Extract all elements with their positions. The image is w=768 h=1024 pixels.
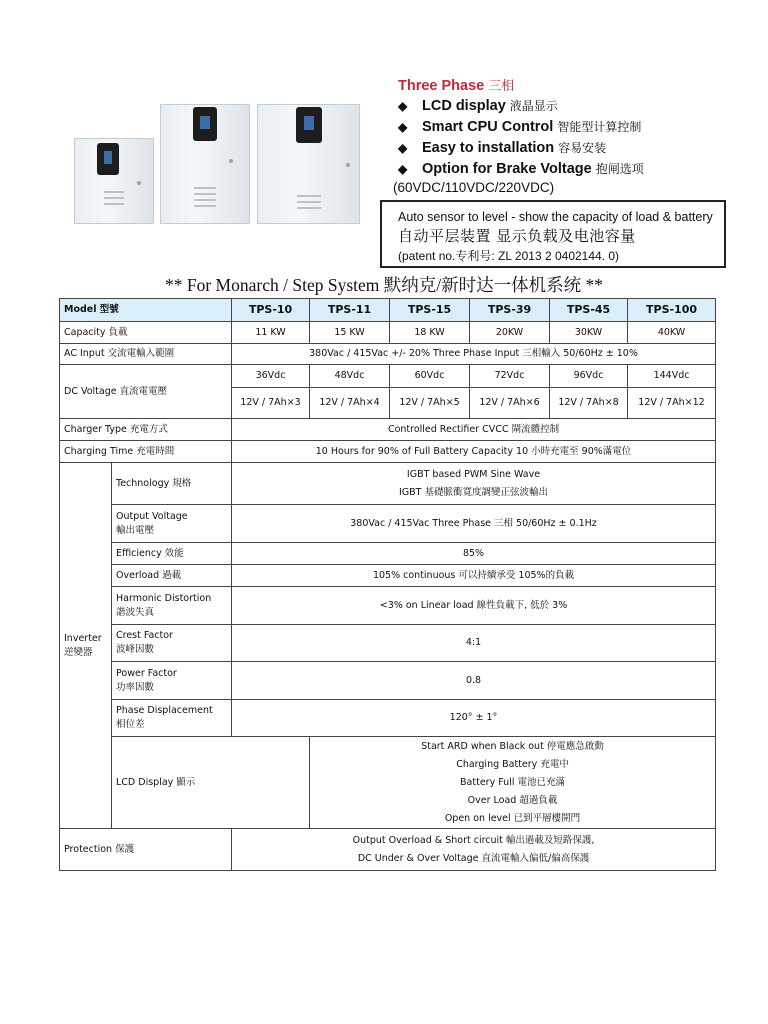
harmonic-value: <3% on Linear load 線性負載下, 低於 3% xyxy=(232,587,716,625)
capacity-cell: 18 KW xyxy=(390,322,470,344)
feature-cn: 智能型计算控制 xyxy=(557,120,642,134)
capacity-cell: 40KW xyxy=(628,322,716,344)
technology-line: IGBT based PWM Sine Wave xyxy=(406,468,541,480)
phase-label xyxy=(112,700,232,737)
feature-item xyxy=(398,159,644,180)
efficiency-value: 85% xyxy=(232,543,716,565)
auto-sensor-text: Auto sensor to level - show the capacity of load & battery xyxy=(398,210,713,224)
dc-voltage-cell: 48Vdc xyxy=(310,365,390,388)
charging-time-label: Charging Time 充電時間 xyxy=(60,441,232,463)
diamond-bullet-icon: ◆ xyxy=(398,141,408,155)
output-voltage-value: 380Vac / 415Vac Three Phase 三相 50/60Hz ± 0.1Hz xyxy=(232,505,716,543)
protection-line: DC Under & Over Voltage 直流電輸入偏低/偏高保護 xyxy=(357,852,590,864)
table-row xyxy=(60,737,716,829)
title-cn: 三相 xyxy=(488,79,515,94)
feature-item xyxy=(398,138,644,159)
overload-label: Overload 過載 xyxy=(112,565,232,587)
inverter-label xyxy=(60,463,112,829)
battery-cell: 12V / 7Ah×5 xyxy=(390,388,470,419)
output-voltage-label-en: Output Voltage xyxy=(116,510,188,522)
power-factor-label xyxy=(112,662,232,700)
battery-cell: 12V / 7Ah×3 xyxy=(232,388,310,419)
capacity-cell: 15 KW xyxy=(310,322,390,344)
protection-line: Output Overload & Short circuit 輸出過載及短路保護, xyxy=(352,834,595,846)
battery-cell: 12V / 7Ah×12 xyxy=(628,388,716,419)
overload-value: 105% continuous 可以持續承受 105%的負載 xyxy=(232,565,716,587)
table-row xyxy=(60,625,716,662)
feature-list xyxy=(398,76,644,180)
battery-cell: 12V / 7Ah×4 xyxy=(310,388,390,419)
lcd-item: Open on level 已到平層樓開門 xyxy=(444,812,581,824)
brake-voltages: (60VDC/110VDC/220VDC) xyxy=(393,180,555,195)
lcd-item: Battery Full 電池已充滿 xyxy=(460,776,565,788)
dc-voltage-cell: 36Vdc xyxy=(232,365,310,388)
harmonic-label xyxy=(112,587,232,625)
table-row xyxy=(60,344,716,365)
feature-cn: 容易安装 xyxy=(558,141,607,155)
lcd-value xyxy=(310,737,716,829)
crest-label-cn: 波峰因數 xyxy=(116,644,155,655)
protection-value xyxy=(232,829,716,871)
feature-en: Easy to installation xyxy=(422,140,555,156)
phase-label-en: Phase Displacement xyxy=(116,705,213,716)
output-voltage-label xyxy=(112,505,232,543)
table-row xyxy=(60,829,716,871)
feature-en: Option for Brake Voltage xyxy=(422,161,592,177)
table-row xyxy=(60,565,716,587)
capacity-label: Capacity 負載 xyxy=(60,322,232,344)
feature-item xyxy=(398,117,644,138)
dc-voltage-cell: 96Vdc xyxy=(550,365,628,388)
feature-item xyxy=(398,96,644,117)
table-row xyxy=(60,505,716,543)
inverter-label-en: Inverter xyxy=(64,632,102,644)
auto-sensor-text-cn: 自动平层装置 显示负载及电池容量 xyxy=(398,227,636,245)
table-row xyxy=(60,322,716,344)
phase-label-cn: 相位差 xyxy=(116,719,145,730)
power-factor-value: 0.8 xyxy=(232,662,716,700)
capacity-cell: 30KW xyxy=(550,322,628,344)
lcd-label: LCD Display 顯示 xyxy=(112,737,310,829)
title-en: Three Phase xyxy=(398,78,485,94)
model-cell: TPS-100 xyxy=(628,299,716,322)
power-factor-label-cn: 功率因數 xyxy=(116,681,155,693)
table-row xyxy=(60,463,716,505)
table-row xyxy=(60,587,716,625)
output-voltage-label-cn: 輸出電壓 xyxy=(116,524,155,536)
dc-voltage-cell: 60Vdc xyxy=(390,365,470,388)
cabinet-small xyxy=(74,138,154,224)
dc-voltage-label: DC Voltage 直流電電壓 xyxy=(60,365,232,419)
charging-time-value: 10 Hours for 90% of Full Battery Capacity 10 小時充電至 90%滿電位 xyxy=(232,441,716,463)
feature-en: LCD display xyxy=(422,98,506,114)
feature-cn: 液晶显示 xyxy=(509,99,558,113)
diamond-bullet-icon: ◆ xyxy=(398,162,408,176)
diamond-bullet-icon: ◆ xyxy=(398,120,408,134)
lcd-item: Over Load 超過負載 xyxy=(467,794,558,806)
charger-type-label: Charger Type 充電方式 xyxy=(60,419,232,441)
model-label: Model 型號 xyxy=(60,299,232,322)
capacity-cell: 11 KW xyxy=(232,322,310,344)
model-cell: TPS-39 xyxy=(470,299,550,322)
phase-value: 120° ± 1° xyxy=(232,700,716,737)
ac-input-value: 380Vac / 415Vac +/- 20% Three Phase Input 三相輸入 50/60Hz ± 10% xyxy=(232,344,716,365)
diamond-bullet-icon: ◆ xyxy=(398,99,408,113)
model-cell: TPS-10 xyxy=(232,299,310,322)
power-factor-label-en: Power Factor xyxy=(116,667,177,679)
charger-type-value: Controlled Rectifier CVCC 閘流體控制 xyxy=(232,419,716,441)
technology-label: Technology 規格 xyxy=(112,463,232,505)
patent-number: (patent no.专利号: ZL 2013 2 0402144. 0) xyxy=(398,249,620,263)
auto-sensor-box xyxy=(380,200,726,268)
harmonic-label-en: Harmonic Distortion xyxy=(116,592,212,604)
product-title xyxy=(398,76,644,96)
protection-label: Protection 保護 xyxy=(60,829,232,871)
table-row xyxy=(60,662,716,700)
feature-en: Smart CPU Control xyxy=(422,119,554,135)
table-row xyxy=(60,365,716,388)
technology-line: IGBT 基礎脈衝寬度調變正弦波輸出 xyxy=(399,486,549,498)
dc-voltage-cell: 144Vdc xyxy=(628,365,716,388)
table-row xyxy=(60,419,716,441)
battery-cell: 12V / 7Ah×6 xyxy=(470,388,550,419)
crest-label xyxy=(112,625,232,662)
model-cell: TPS-45 xyxy=(550,299,628,322)
lcd-item: Charging Battery 充電中 xyxy=(456,758,569,770)
cabinet-large xyxy=(257,104,360,224)
spec-table xyxy=(59,298,716,871)
lcd-item: Start ARD when Black out 停電應急啟動 xyxy=(421,740,604,752)
model-cell: TPS-15 xyxy=(390,299,470,322)
capacity-cell: 20KW xyxy=(470,322,550,344)
efficiency-label: Efficiency 效能 xyxy=(112,543,232,565)
dc-voltage-cell: 72Vdc xyxy=(470,365,550,388)
table-row xyxy=(60,543,716,565)
system-heading: ** For Monarch / Step System 默纳克/新时达一体机系统 ** xyxy=(165,275,603,295)
feature-cn: 抱闸选项 xyxy=(595,162,644,176)
cabinet-medium xyxy=(160,104,250,224)
technology-value xyxy=(232,463,716,505)
crest-label-en: Crest Factor xyxy=(116,630,173,641)
table-row xyxy=(60,299,716,322)
harmonic-label-cn: 諧波失真 xyxy=(116,606,155,618)
model-cell: TPS-11 xyxy=(310,299,390,322)
ac-input-label: AC Input 交流電輸入範圍 xyxy=(60,344,232,365)
inverter-label-cn: 逆變器 xyxy=(64,646,93,658)
table-row xyxy=(60,441,716,463)
battery-cell: 12V / 7Ah×8 xyxy=(550,388,628,419)
crest-value: 4:1 xyxy=(232,625,716,662)
table-row xyxy=(60,700,716,737)
